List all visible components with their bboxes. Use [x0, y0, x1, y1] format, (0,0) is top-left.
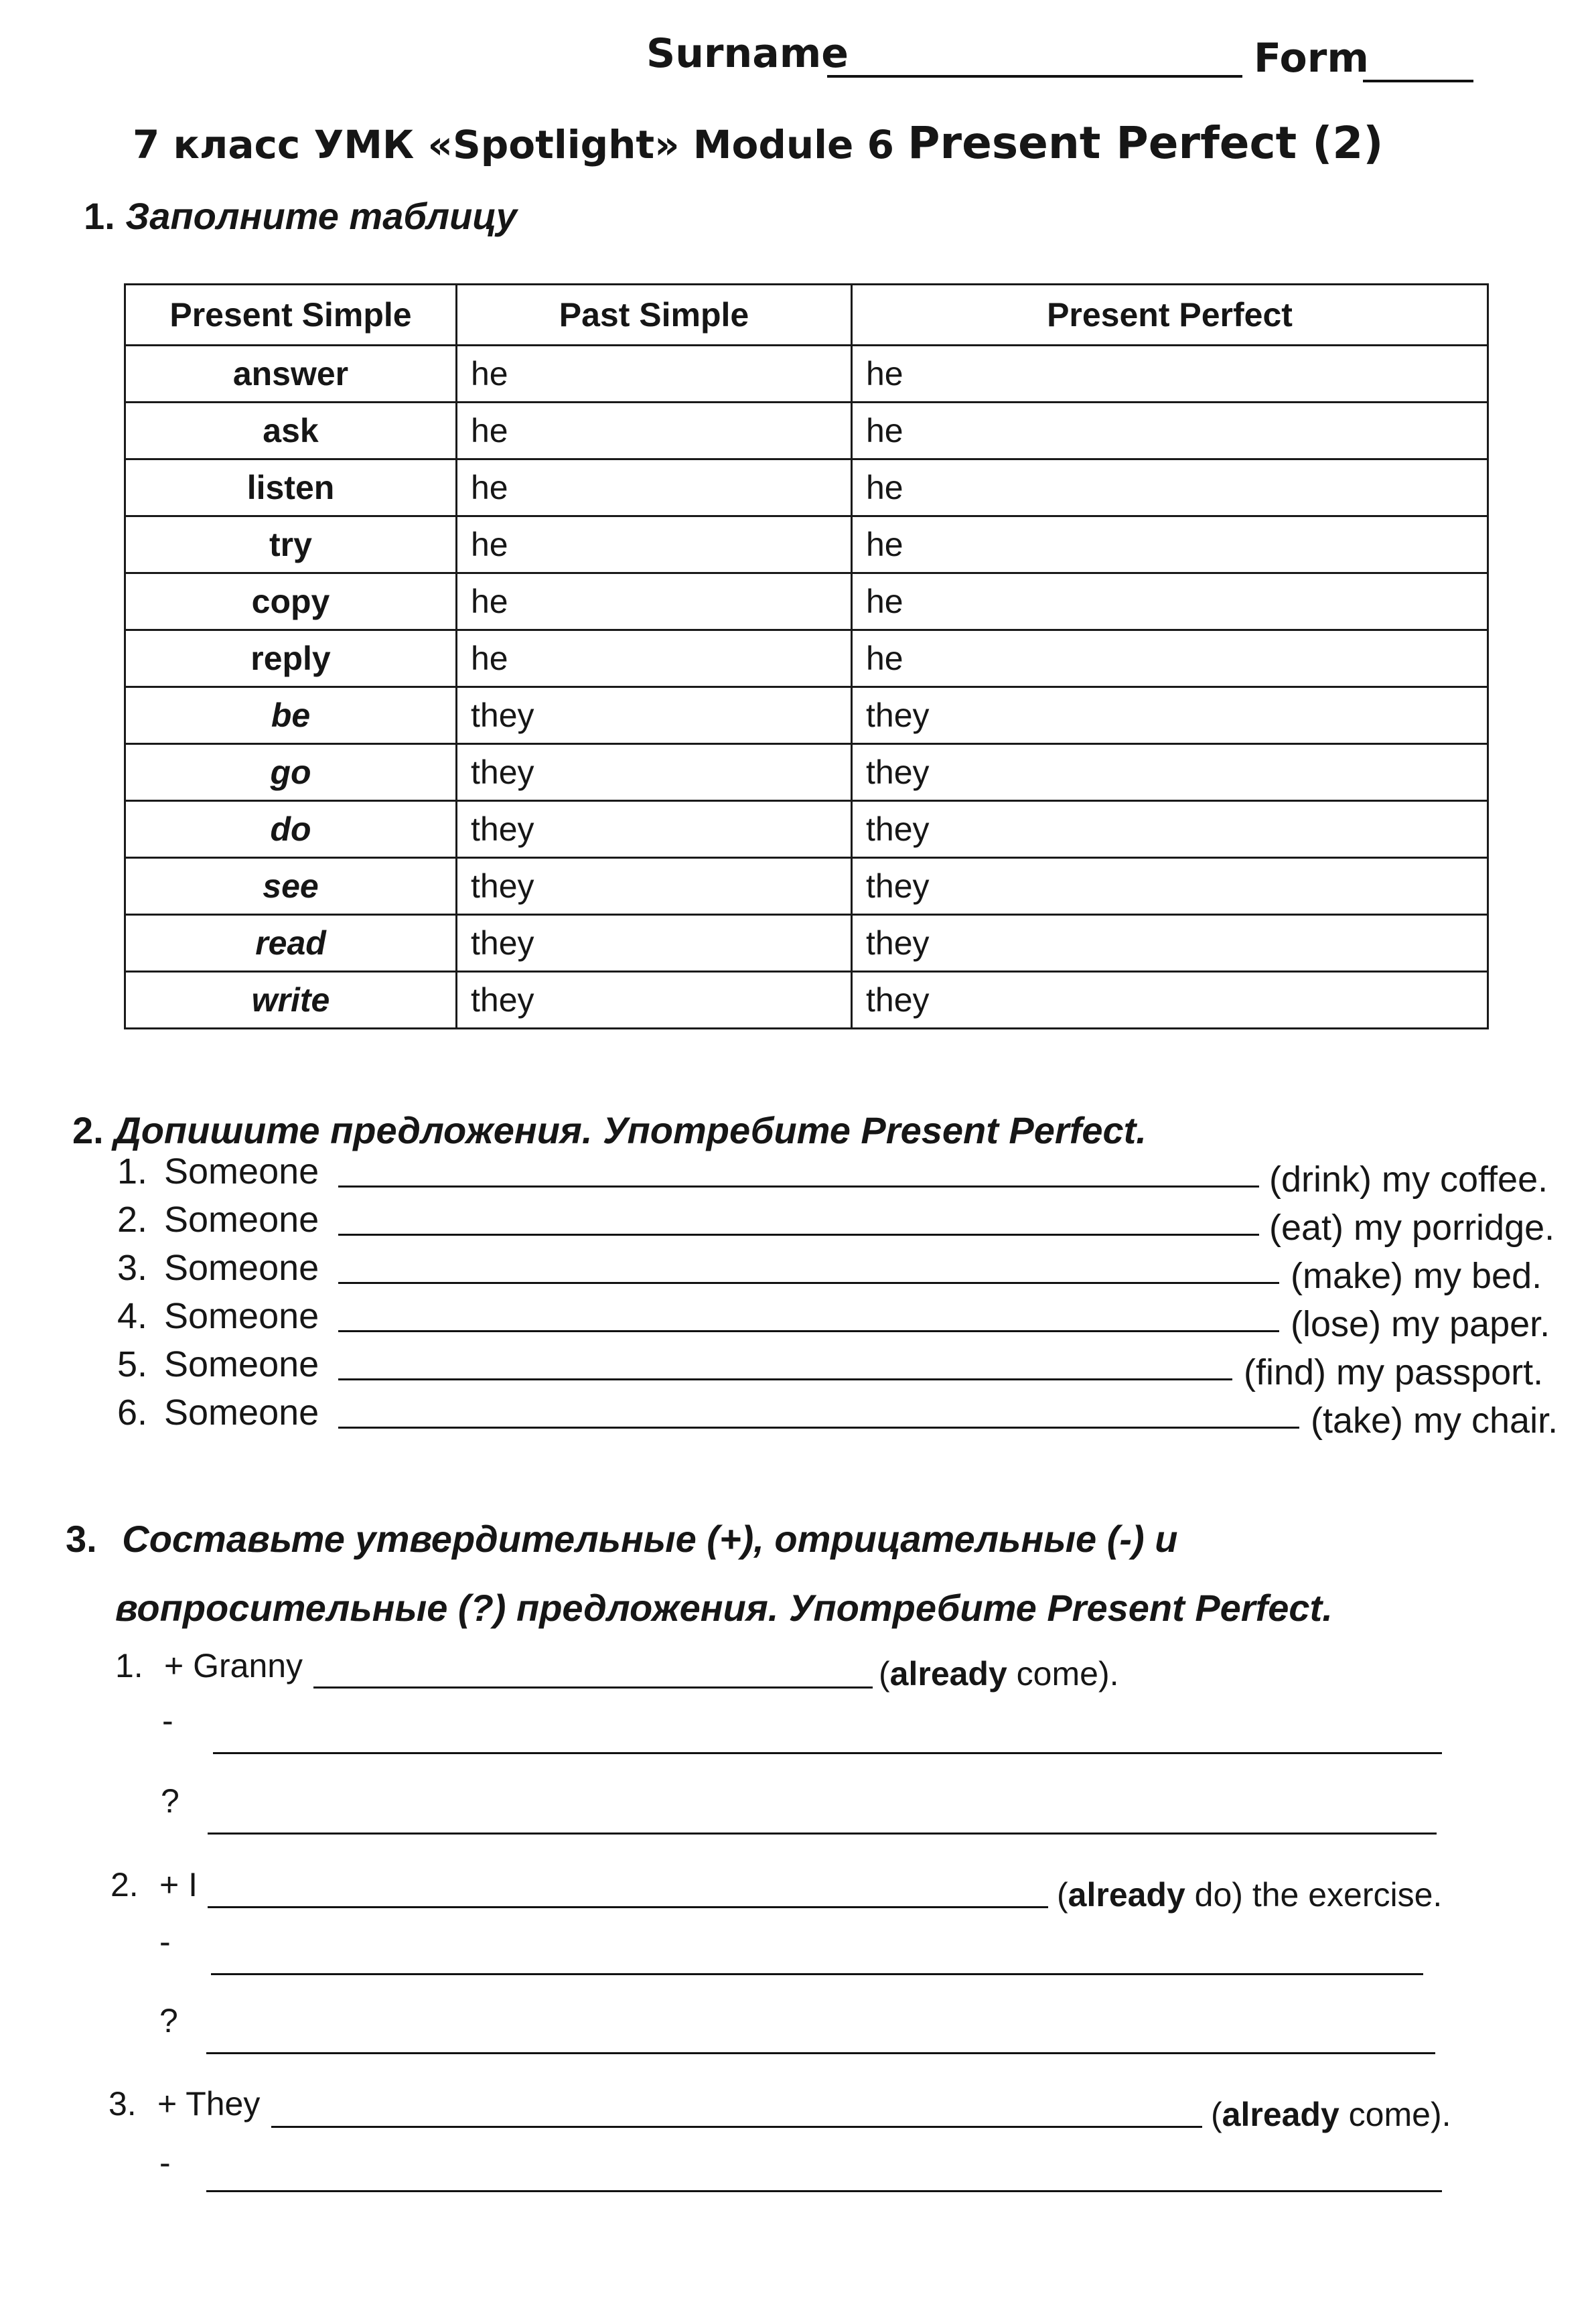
question-blank[interactable] [208, 1795, 1437, 1835]
affirmative-blank[interactable] [271, 2088, 1202, 2128]
present-perfect-cell[interactable]: they [852, 801, 1488, 858]
table-row [125, 972, 1488, 1029]
answer-blank[interactable] [338, 1330, 1279, 1332]
base-verb-cell: go [125, 744, 457, 801]
table-row [125, 744, 1488, 801]
item-tail: (find) my passport. [1244, 1352, 1544, 1392]
base-verb-cell: be [125, 687, 457, 744]
table-row [125, 573, 1488, 630]
past-simple-cell[interactable]: they [457, 915, 852, 972]
base-verb-cell: answer [125, 346, 457, 403]
past-simple-cell[interactable]: he [457, 630, 852, 687]
task3-text-line2: вопросительные (?) предложения. Употребите Present Perfect. [115, 1587, 1333, 1629]
task1-heading [84, 194, 517, 238]
column-header-past-simple: Past Simple [457, 285, 852, 346]
column-header-present-perfect: Present Perfect [852, 285, 1488, 346]
hint-open: ( [1211, 2096, 1222, 2133]
item-number: 6. [117, 1392, 148, 1433]
present-perfect-cell[interactable]: they [852, 687, 1488, 744]
answer-blank[interactable] [338, 1378, 1232, 1380]
base-verb-cell: reply [125, 630, 457, 687]
table-row [125, 346, 1488, 403]
present-perfect-cell[interactable]: they [852, 972, 1488, 1029]
title-topic: Present Perfect (2) [908, 117, 1384, 169]
answer-blank[interactable] [338, 1427, 1299, 1429]
form-label: Form [1254, 35, 1369, 82]
present-perfect-cell[interactable]: he [852, 403, 1488, 459]
base-verb-cell: do [125, 801, 457, 858]
item-hint [879, 1654, 1118, 1693]
table-row [125, 630, 1488, 687]
task1-number: 1. [84, 195, 115, 237]
table-row [125, 687, 1488, 744]
question-sign: ? [161, 1782, 179, 1820]
present-perfect-cell[interactable]: they [852, 744, 1488, 801]
hint-rest: come). [1339, 2096, 1451, 2133]
present-perfect-cell[interactable]: he [852, 516, 1488, 573]
item-number: 2. [111, 1866, 139, 1904]
hint-adverb: already [889, 1655, 1007, 1693]
hint-rest: do) the exercise. [1185, 1876, 1443, 1914]
item-tail: (eat) my porridge. [1269, 1208, 1555, 1248]
affirmative-prompt: + I [159, 1866, 198, 1904]
negative-sign: - [159, 2144, 171, 2181]
worksheet-title [133, 117, 1383, 169]
item-subject: Someone [164, 1296, 319, 1336]
past-simple-cell[interactable]: he [457, 346, 852, 403]
task2-number: 2. [72, 1109, 104, 1151]
affirmative-blank[interactable] [313, 1646, 873, 1689]
past-simple-cell[interactable]: they [457, 744, 852, 801]
present-perfect-cell[interactable]: he [852, 630, 1488, 687]
table-row [125, 516, 1488, 573]
task3-text-line1: Составьте утвердительные (+), отрицательные (-) и [122, 1518, 1178, 1560]
answer-blank[interactable] [338, 1186, 1259, 1188]
question-blank[interactable] [206, 2015, 1435, 2054]
sentence-item [117, 1199, 1555, 1248]
base-verb-cell: read [125, 915, 457, 972]
surname-field[interactable] [827, 32, 1242, 78]
item-number: 3. [108, 2085, 137, 2123]
item-tail: (make) my bed. [1291, 1256, 1542, 1296]
past-simple-cell[interactable]: they [457, 687, 852, 744]
base-verb-cell: try [125, 516, 457, 573]
hint-open: ( [879, 1655, 890, 1693]
table-row [125, 915, 1488, 972]
task2-heading [72, 1108, 1147, 1152]
item-number: 2. [117, 1200, 148, 1240]
form-field[interactable] [1363, 37, 1473, 82]
past-simple-cell[interactable]: they [457, 801, 852, 858]
item-tail: (lose) my paper. [1291, 1304, 1550, 1344]
table-row [125, 801, 1488, 858]
item-number: 1. [115, 1647, 143, 1684]
item-subject: Someone [164, 1151, 319, 1192]
sentence-item [117, 1344, 1544, 1392]
affirmative-blank[interactable] [208, 1869, 1048, 1908]
present-perfect-cell[interactable]: he [852, 573, 1488, 630]
hint-open: ( [1057, 1876, 1068, 1914]
negative-sign: - [159, 1923, 171, 1960]
item-subject: Someone [164, 1344, 319, 1384]
present-perfect-cell[interactable]: he [852, 346, 1488, 403]
item-tail: (drink) my coffee. [1269, 1159, 1548, 1200]
surname-label: Surname [646, 30, 849, 77]
hint-adverb: already [1222, 2096, 1339, 2133]
item-hint [1211, 2095, 1451, 2134]
item-number: 5. [117, 1344, 148, 1384]
base-verb-cell: write [125, 972, 457, 1029]
present-perfect-cell[interactable]: they [852, 915, 1488, 972]
item-subject: Someone [164, 1248, 319, 1288]
answer-blank[interactable] [338, 1282, 1279, 1284]
past-simple-cell[interactable]: he [457, 516, 852, 573]
item-tail: (take) my chair. [1311, 1401, 1558, 1441]
negative-blank[interactable] [211, 1936, 1423, 1975]
negative-blank[interactable] [213, 1715, 1442, 1754]
present-perfect-cell[interactable]: he [852, 459, 1488, 516]
answer-blank[interactable] [338, 1234, 1259, 1236]
negative-sign: - [162, 1702, 173, 1739]
past-simple-cell[interactable]: they [457, 972, 852, 1029]
question-sign: ? [159, 2002, 178, 2039]
base-verb-cell: see [125, 858, 457, 915]
task1-text: Заполните таблицу [125, 195, 517, 237]
task2-text: Допишите предложения. Употребите Present Perfect. [114, 1109, 1147, 1151]
table-header-row [125, 285, 1488, 346]
hint-rest: come). [1007, 1655, 1119, 1693]
item-number: 3. [117, 1248, 148, 1288]
base-verb-cell: copy [125, 573, 457, 630]
hint-adverb: already [1068, 1876, 1185, 1914]
sentence-item [117, 1247, 1542, 1296]
negative-blank[interactable] [206, 2153, 1442, 2192]
item-number: 1. [117, 1151, 148, 1192]
past-simple-cell[interactable]: they [457, 858, 852, 915]
task3-number: 3. [66, 1518, 97, 1560]
past-simple-cell[interactable]: he [457, 403, 852, 459]
sentence-item [117, 1295, 1550, 1344]
affirmative-prompt: + They [157, 2085, 261, 2123]
item-subject: Someone [164, 1392, 319, 1433]
sentence-item [117, 1151, 1548, 1200]
item-hint [1057, 1875, 1442, 1914]
table-row [125, 459, 1488, 516]
sentence-item [117, 1392, 1558, 1441]
present-perfect-cell[interactable]: they [852, 858, 1488, 915]
item-subject: Someone [164, 1200, 319, 1240]
affirmative-prompt: + Granny [164, 1647, 303, 1684]
base-verb-cell: listen [125, 459, 457, 516]
past-simple-cell[interactable]: he [457, 459, 852, 516]
base-verb-cell: ask [125, 403, 457, 459]
task3-heading [66, 1517, 1177, 1561]
column-header-present-simple: Present Simple [125, 285, 457, 346]
verb-forms-table [124, 283, 1489, 1029]
title-prefix: 7 класс УМК «Spotlight» Module 6 [133, 122, 894, 167]
item-number: 4. [117, 1296, 148, 1336]
table-row [125, 858, 1488, 915]
past-simple-cell[interactable]: he [457, 573, 852, 630]
table-row [125, 403, 1488, 459]
